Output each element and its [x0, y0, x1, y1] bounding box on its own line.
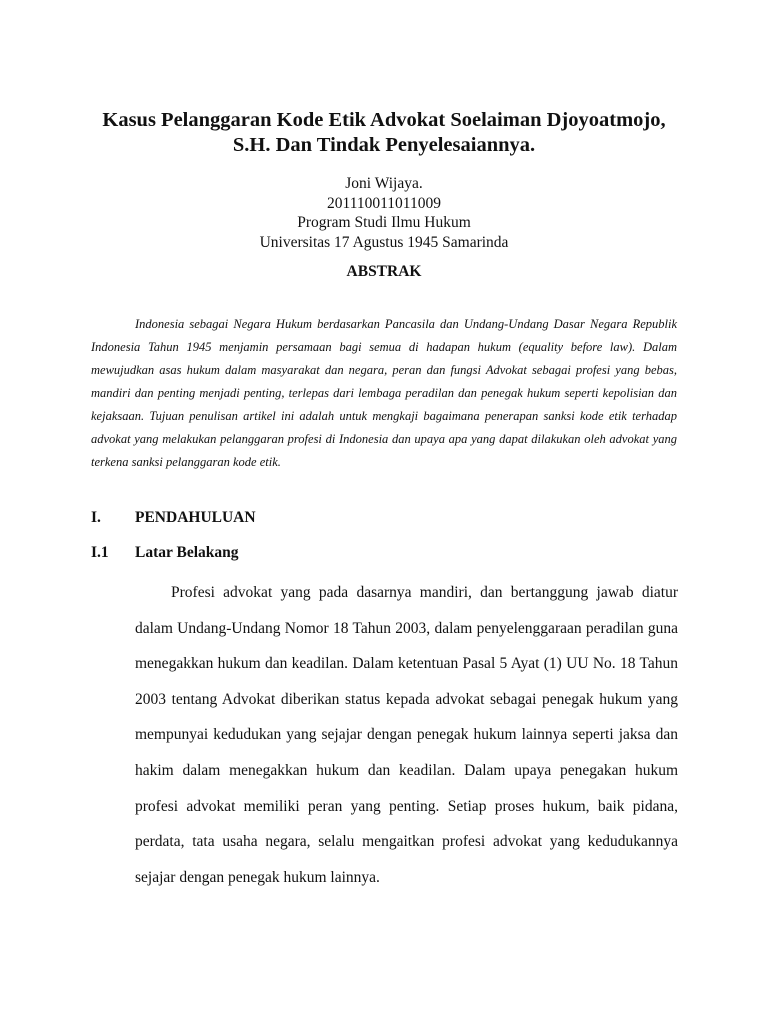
section-number: I. — [91, 509, 101, 526]
author-name: Joni Wijaya. — [345, 175, 423, 192]
body-paragraph: Profesi advokat yang pada dasarnya mandiri, dan bertanggung jawab diatur dalam Undang-Undang Nomor 18 Tahun 2003, dalam penyelenggaraan peradilan guna menegakkan hukum dan keadilan. Dalam ketentuan Pasal 5 Ayat (1) UU No. 18 Tahun 2003 tentang Advokat diberikan status kepada advokat sebagai penegak hukum yang mempunyai kedudukan yang sejajar dengan penegak hukum lainnya seperti jaksa dan hakim dalam menegakkan hukum dan keadilan. Dalam upaya penegakan hukum profesi advokat memiliki peran yang penting. Setiap proses hukum, baik pidana, perdata, tata usaha negara, selalu mengaitkan profesi advokat yang kedudukannya sejajar dengan penegak hukum lainnya. — [135, 584, 678, 886]
subsection-heading-latar-belakang — [91, 543, 239, 563]
section-heading-pendahuluan — [91, 508, 256, 528]
author-block — [150, 174, 618, 252]
section-title: PENDAHULUAN — [135, 509, 256, 526]
author-university: Universitas 17 Agustus 1945 Samarinda — [259, 233, 509, 251]
abstract-text: Indonesia sebagai Negara Hukum berdasarkan Pancasila dan Undang-Undang Dasar Negara Republik Indonesia Tahun 1945 menjamin persamaan bagi semua di hadapan hukum (equality before law). Dalam mewujudkan asas hukum dalam masyarakat dan negara, peran dan fungsi Advokat sebagai profesi yang bebas, mandiri dan penting menjadi penting, terlepas dari lembaga peradilan dan penegak hukum seperti kepolisian dan kejaksaan. Tujuan penulisan artikel ini adalah untuk mengkaji bagaimana penerapan sanksi kode etik terhadap advokat yang melakukan pelanggaran profesi di Indonesia dan upaya apa yang dapat dilakukan oleh advokat yang terkena sanksi pelanggaran kode etik. — [91, 317, 677, 469]
subsection-number: I.1 — [91, 544, 109, 561]
author-program: Program Studi Ilmu Hukum — [297, 214, 471, 231]
abstract-heading: ABSTRAK — [346, 263, 422, 280]
paper-title — [60, 108, 708, 158]
paper-title-line-1: Kasus Pelanggaran Kode Etik Advokat Soelaiman Djoyoatmojo, — [102, 109, 666, 131]
author-student-id: 201110011011009 — [327, 194, 441, 212]
subsection-title: Latar Belakang — [135, 544, 239, 561]
paper-title-line-2: S.H. Dan Tindak Penyelesaiannya. — [232, 134, 536, 156]
